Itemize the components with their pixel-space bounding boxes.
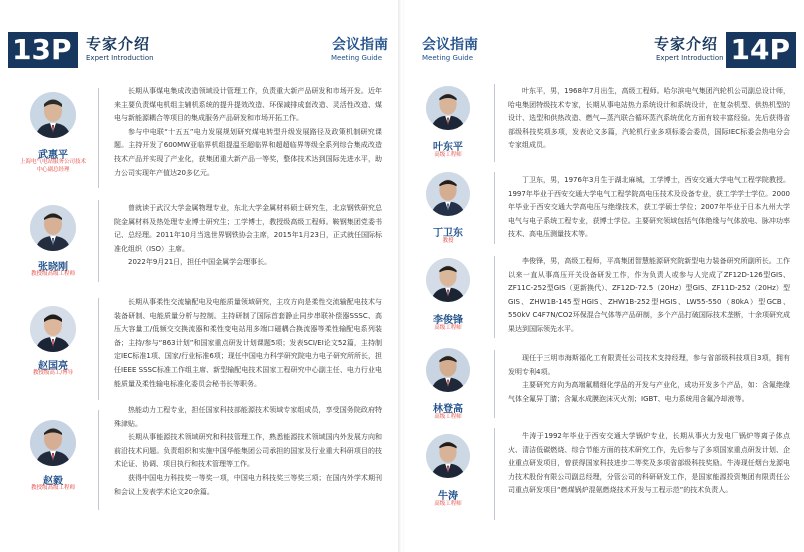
bio-paragraph: 获得中国电力科技奖一等奖一项，中国电力科技奖三等奖三项；在国内外学术期刊和会议上发表学术论文20余篇。: [114, 473, 382, 496]
bio-paragraph: 主要研究方向为高端氟精细化学品的开发与产业化，成功开发多个产品，如：含氟绝缘气体全氟异丁腈；含氟水成膜泡沫灭火剂；IGBT、电力系统用含氟冷却液等。: [508, 381, 790, 403]
section-title: 专家介绍: [86, 35, 151, 53]
expert-bio: [508, 430, 790, 498]
expert-bio: [114, 296, 382, 391]
expert-photo: [30, 205, 76, 251]
expert-photo: [426, 434, 470, 478]
divider: [494, 172, 495, 244]
divider: [98, 88, 99, 188]
expert-title: 教授级高级工程师: [30, 485, 75, 491]
guide-subtitle: Meeting Guide: [331, 54, 383, 62]
expert-photo: [426, 258, 470, 302]
guide-title: 会议指南: [422, 37, 478, 53]
bio-paragraph: 曾就读于武汉大学金属物理专业，东北大学金属材料硕士研究生，北京钢铁研究总院金属材料及热处理专业博士研究生；工学博士，教授级高级工程师。鞍钢集团党委书记、总经理。2011年10月当选世界钢铁协会主席，2015年1月23日，正式就任国际标准化组织（ISO）主席。: [114, 204, 382, 253]
guide-subtitle: Meeting Guide: [422, 54, 474, 62]
expert-bio: [508, 85, 790, 153]
bio-paragraph: 长期从事能源技术领域研究和科技管理工作，熟悉能源技术领域国内外发展方向和前沿技术问题。负责组织和实施中国华能集团公司承担的国家及行业重大科研项目的技术论证、协调、项目执行和技术管理等工作。: [114, 433, 382, 469]
expert-bio: [508, 255, 790, 337]
expert-photo: [426, 172, 470, 216]
expert-name: 张晓刚: [38, 262, 68, 273]
expert-name: 牛涛: [438, 491, 458, 502]
expert-name: 叶东平: [433, 142, 463, 153]
expert-photo: [30, 420, 76, 466]
divider: [98, 298, 99, 400]
bio-paragraph: 丁卫东，男，1976年3月生于湖北麻城，工学博士，西安交通大学电气工程学院教授。1997年毕业于西安交通大学电气工程学院高电压技术及设备专业，获工学学士学位。2000年毕业于西安交通大学高电压与绝缘技术，获工学硕士学位；2007年毕业于日本九州大学电气与电子系统工程专业，获博士学位。主要研究领域包括气体绝缘与气体放电、脉冲功率技术、高电压测量技术等。: [508, 176, 790, 239]
page-number-badge: 13P: [8, 32, 78, 68]
expert-bio: [508, 352, 790, 406]
guide-title: 会议指南: [332, 37, 388, 53]
expert-name: 丁卫东: [433, 228, 463, 239]
divider: [494, 350, 495, 418]
expert-title: 教授级高工/博导: [32, 370, 74, 376]
bio-paragraph: 长期从事煤电集成改造领域设计管理工作，负责重大新产品研发和市场开发。近年来主要负责煤电机组主辅机系统的提升提效改造、环保减排成套改造、灵活性改造、煤电与新能源耦合等项目的集成服务产品研发和市场开拓工作。: [114, 87, 382, 123]
expert-photo: [426, 348, 470, 392]
divider: [98, 410, 99, 510]
bio-paragraph: 2022年9月21日，担任中国金属学会理事长。: [128, 258, 272, 267]
expert-title: 高级工程师: [434, 414, 462, 420]
expert-photo: [30, 306, 76, 352]
expert-title: 上海电气电站服务公司技术中心副总经理: [20, 159, 87, 173]
expert-bio: [508, 174, 790, 242]
expert-title: 高级工程师: [434, 325, 462, 331]
expert-title: 高级工程师: [434, 501, 462, 507]
right-page: [404, 0, 804, 552]
divider: [98, 200, 99, 282]
expert-photo: [30, 92, 76, 138]
expert-name: 武惠平: [38, 150, 68, 161]
expert-photo: [426, 86, 470, 130]
bio-paragraph: 热能动力工程专业，担任国家科技部能源技术领域专家组成员，享受国务院政府特殊津贴。: [114, 406, 382, 428]
divider: [494, 256, 495, 338]
expert-title: 教授: [442, 238, 454, 244]
bio-paragraph: 牛涛于1992年毕业于西安交通大学锅炉专业，长期从事火力发电厂锅炉等离子体点火、清洁低碳燃烧、综合节能方面的技术研究工作，先后参与了多项国家重点研发计划、企业重点研发项目，曾获得国家科技进步二等奖及多项省部级科技奖励。牛涛现任烟台龙源电力技术股份有限公司副总经理，分管公司的科研研发工作，是国家能源投资集团有限责任公司重点研发项目“燃煤锅炉混氨燃烧技术开发与工程示范”的技术负责人。: [508, 432, 790, 495]
bio-paragraph: 长期从事柔性交流输配电及电能质量领域研究，主攻方向是柔性交流输配电技术与装备研制、电能质量分析与控制。主持研制了国际首套静止同步串联补偿器SSSC、高压大容量工/低频交交换流器和柔性变电站用多端口磁耦合换流器等柔性输配电系列装备；主持/参与“863计划”和国家重点研发计划课题5项；发表SCI/EI论文52篇，主持制定IEC标准1项、国家/行业标准6项；现任中国电力科学研究院电力电子研究所所长，担任IEEE SSSC标准工作组主席、新型输配电技术国家工程研究中心副主任、电力行业电能质量及柔性输电标准化委员会秘书长等职务。: [114, 298, 382, 388]
divider: [494, 84, 495, 162]
bio-paragraph: 现任于三明市海斯福化工有限责任公司技术支持经理，参与省部级科技项目3项，拥有发明专利4项。: [508, 354, 790, 376]
section-title: 专家介绍: [654, 35, 719, 53]
expert-title: 高级工程师: [434, 152, 462, 158]
expert-name: 林登高: [433, 404, 463, 415]
expert-name: 李俊锋: [433, 315, 463, 326]
expert-name: 赵毅: [43, 476, 63, 487]
page-number-badge: 14P: [726, 32, 796, 68]
expert-bio: [114, 404, 382, 499]
divider: [494, 428, 495, 520]
section-subtitle: Expert Introduction: [86, 54, 154, 62]
bio-paragraph: 叶东平，男，1968年7月出生，高级工程师。哈尔滨电气集团汽轮机公司副总设计师，哈电集团特级技术专家，长期从事电站热力系统设计和系统设计，在复杂机型、供热机型的设计、选型和供热改造、燃气—蒸汽联合循环蒸汽系统优化方面有较丰富经验。先后获得省部级科技奖项多项，发表论文多篇，汽轮机行业多项标委会委员，国际IEC标委会热电分会专家组成员。: [508, 87, 790, 150]
expert-bio: [114, 202, 382, 270]
expert-title: 教授级高级工程师: [30, 271, 75, 277]
bio-paragraph: 参与中电联“十五五”电力发展规划研究煤电转型升级发展路径及政策机制研究课题。主持开发了600MW亚临界机组提温至超临界和超超临界等级全系列综合集成改造技术产品并实现了产业化，获集团重大新产品一等奖，整体技术达到国际先进水平，助力公司实现年产值达20多亿元。: [114, 127, 382, 177]
section-subtitle: Expert Introduction: [656, 54, 724, 62]
expert-bio: [114, 85, 382, 180]
left-page: [0, 0, 400, 552]
bio-paragraph: 李俊锋，男，高级工程师，平高集团智慧能源研究院新型电力装备研究所副所长。工作以来一直从事高压开关设备研发工作，作为负责人或参与人完成了ZF12D-126型GIS、ZF11C-252型GIS（更新换代）、ZF12D-72.5（20Hz）型GIS、ZF11D-252（20Hz）型GIS、ZHW1B-145型HGIS、ZHW1B-252型HGIS、LW55-550（80kA）型GCB、550kV C4F7N/CO2环保混合气体等产品研制，多个产品打破国际技术垄断，十余项研究成果达到国际领先水平。: [508, 257, 790, 333]
expert-name: 赵国亮: [38, 361, 68, 372]
